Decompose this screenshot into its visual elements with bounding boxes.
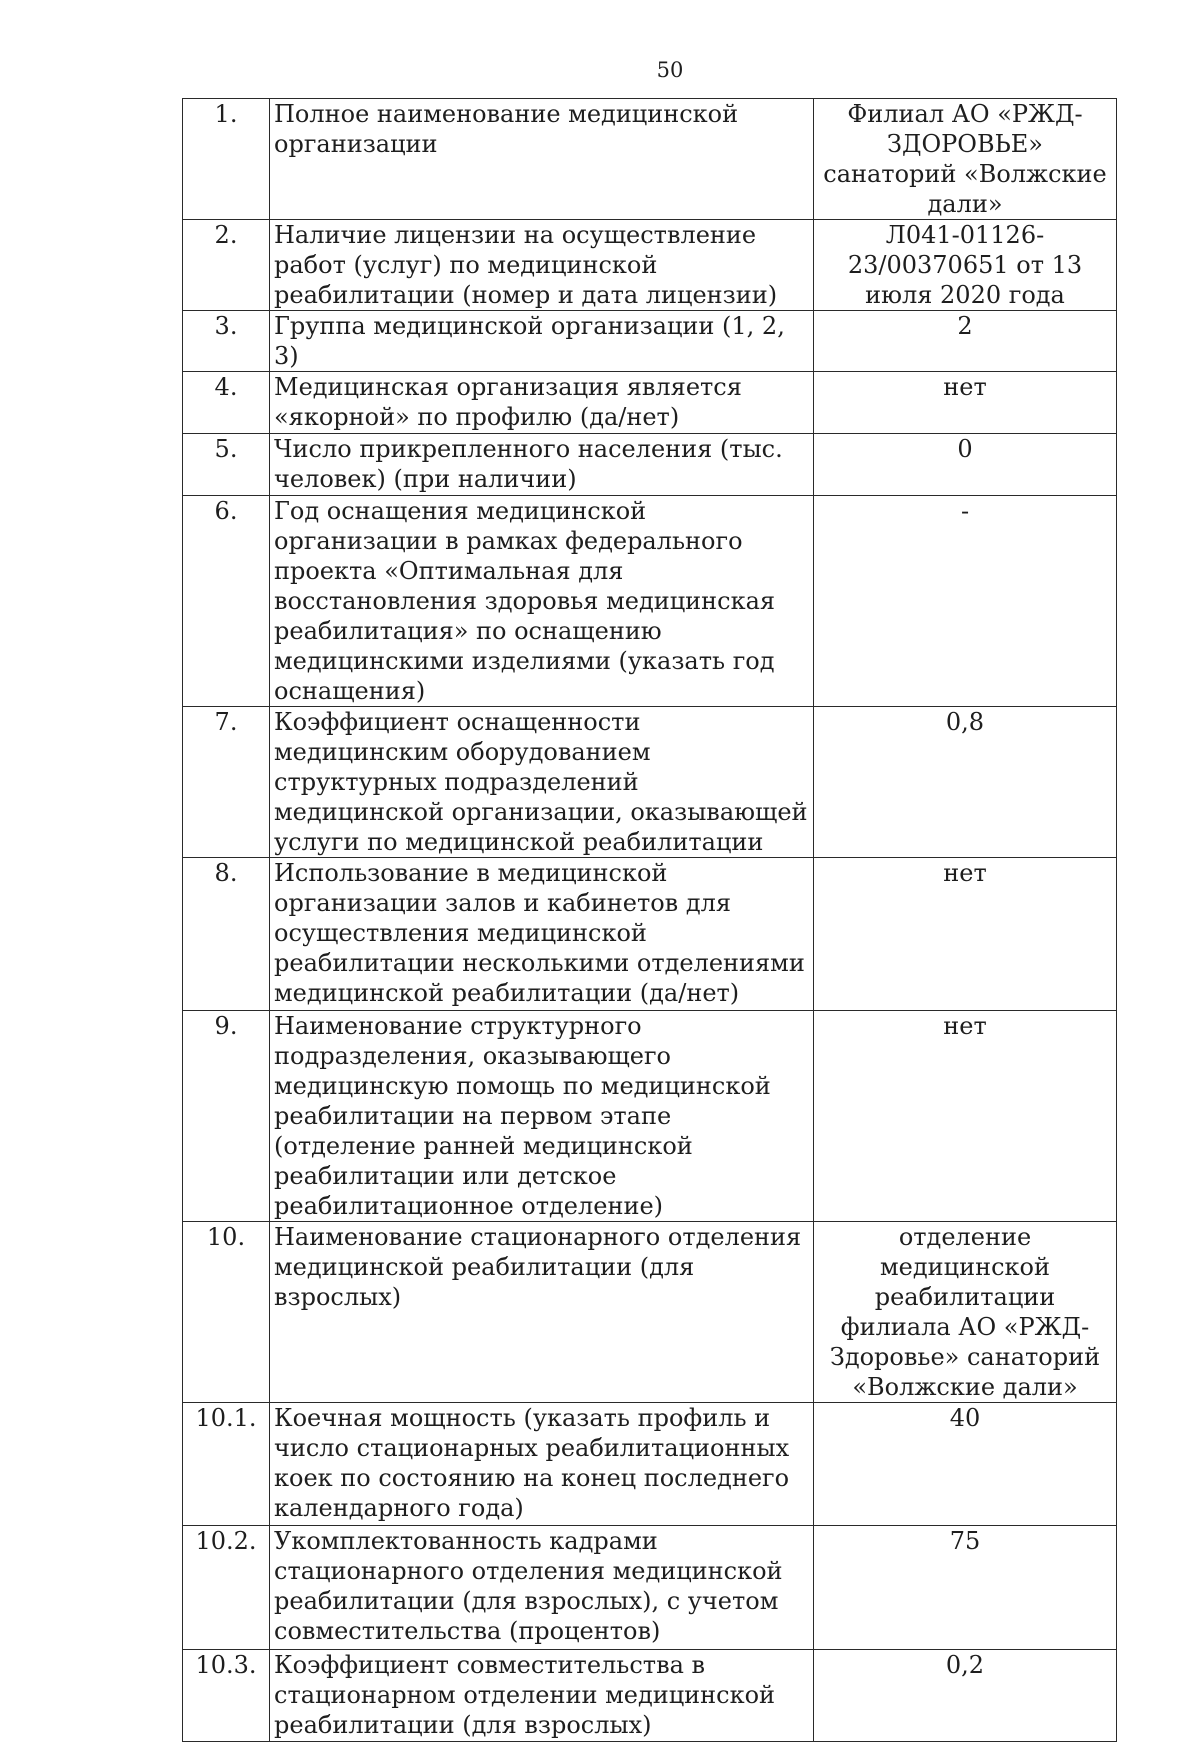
row-number: 9. xyxy=(183,1011,270,1222)
row-number: 7. xyxy=(183,707,270,858)
row-value: 0,2 xyxy=(814,1650,1117,1742)
row-label: Коэффициент совместительства в стационарном отделении медицинской реабилитации (для взрослых) xyxy=(270,1650,814,1742)
row-number: 5. xyxy=(183,434,270,496)
row-value: нет xyxy=(814,858,1117,1011)
row-label: Полное наименование медицинской организации xyxy=(270,99,814,220)
row-value: 0 xyxy=(814,434,1117,496)
row-value: нет xyxy=(814,1011,1117,1222)
row-label: Год оснащения медицинской организации в рамках федерального проекта «Оптимальная для восстановления здоровья медицинская реабилитация» по оснащению медицинскими изделиями (указать год оснащения) xyxy=(270,496,814,707)
row-number: 3. xyxy=(183,311,270,372)
row-label: Укомплектованность кадрами стационарного отделения медицинской реабилитации (для взрослых), с учетом совместительства (процентов) xyxy=(270,1526,814,1650)
row-label: Число прикрепленного населения (тыс. человек) (при наличии) xyxy=(270,434,814,496)
row-label: Наименование стационарного отделения медицинской реабилитации (для взрослых) xyxy=(270,1222,814,1403)
row-number: 6. xyxy=(183,496,270,707)
table-row xyxy=(183,1526,1117,1650)
table-row xyxy=(183,311,1117,372)
row-value: - xyxy=(814,496,1117,707)
row-value: Л041-01126-23/00370651 от 13 июля 2020 года xyxy=(814,220,1117,311)
row-number: 8. xyxy=(183,858,270,1011)
row-label: Наименование структурного подразделения, оказывающего медицинскую помощь по медицинской реабилитации на первом этапе (отделение ранней медицинской реабилитации или детское реабилитационное отделение) xyxy=(270,1011,814,1222)
row-value: Филиал АО «РЖД-ЗДОРОВЬЕ» санаторий «Волжские дали» xyxy=(814,99,1117,220)
table-row xyxy=(183,1650,1117,1742)
table-row xyxy=(183,1011,1117,1222)
row-number: 10.3. xyxy=(183,1650,270,1742)
table-row xyxy=(183,858,1117,1011)
row-label: Медицинская организация является «якорной» по профилю (да/нет) xyxy=(270,372,814,434)
table-row xyxy=(183,99,1117,220)
table-row xyxy=(183,1222,1117,1403)
table-row xyxy=(183,707,1117,858)
row-number: 2. xyxy=(183,220,270,311)
row-value: 2 xyxy=(814,311,1117,372)
row-value: 75 xyxy=(814,1526,1117,1650)
row-value: нет xyxy=(814,372,1117,434)
page-number: 50 xyxy=(656,58,684,82)
row-number: 10. xyxy=(183,1222,270,1403)
table-row xyxy=(183,1403,1117,1526)
row-number: 1. xyxy=(183,99,270,220)
row-label: Группа медицинской организации (1, 2, 3) xyxy=(270,311,814,372)
table-row xyxy=(183,434,1117,496)
row-value: отделение медицинской реабилитации филиала АО «РЖД-Здоровье» санаторий «Волжские дали» xyxy=(814,1222,1117,1403)
row-label: Наличие лицензии на осуществление работ (услуг) по медицинской реабилитации (номер и дата лицензии) xyxy=(270,220,814,311)
row-value: 40 xyxy=(814,1403,1117,1526)
row-value: 0,8 xyxy=(814,707,1117,858)
table-row xyxy=(183,372,1117,434)
organization-info-table xyxy=(182,98,1117,1742)
row-number: 10.2. xyxy=(183,1526,270,1650)
row-label: Коэффициент оснащенности медицинским оборудованием структурных подразделений медицинской организации, оказывающей услуги по медицинской реабилитации xyxy=(270,707,814,858)
table-row xyxy=(183,220,1117,311)
table-row xyxy=(183,496,1117,707)
row-label: Использование в медицинской организации залов и кабинетов для осуществления медицинской реабилитации несколькими отделениями медицинской реабилитации (да/нет) xyxy=(270,858,814,1011)
row-number: 4. xyxy=(183,372,270,434)
row-label: Коечная мощность (указать профиль и число стационарных реабилитационных коек по состоянию на конец последнего календарного года) xyxy=(270,1403,814,1526)
row-number: 10.1. xyxy=(183,1403,270,1526)
